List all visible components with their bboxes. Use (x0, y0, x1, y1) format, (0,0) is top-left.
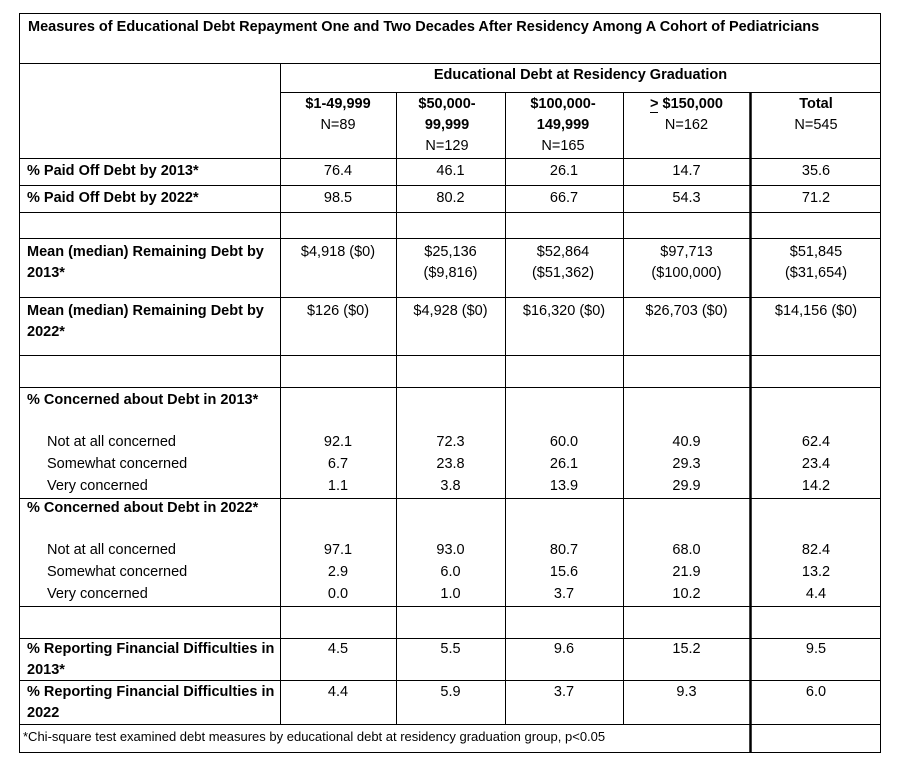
table-cell: 3.8 (440, 478, 461, 494)
table-cell: 29.9 (672, 478, 701, 494)
table-cell: 68.0 (672, 542, 701, 558)
table-footnote: *Chi-square test examined debt measures by educational debt at residency graduation group, p<0.05 (23, 729, 606, 744)
table-cell: 9.6 (553, 641, 575, 657)
table-cell: 72.3 (436, 434, 465, 450)
table-cell: 15.6 (549, 564, 579, 580)
table-cell: $14,156 ($0) (774, 303, 858, 319)
table-cell: 4.4 (327, 684, 349, 700)
table-cell: 80.2 (436, 190, 465, 206)
table-cell: 40.9 (672, 434, 701, 450)
table-cell: $97,713 ($100,000) (651, 244, 722, 281)
table-cell: 80.7 (549, 542, 579, 558)
row-label-concern-2013-not: Not at all concerned (47, 434, 176, 450)
table-cell: 1.0 (440, 586, 461, 602)
table-cell: 9.5 (805, 641, 827, 657)
table-cell: 6.0 (805, 684, 827, 700)
table-cell: $25,136 ($9,816) (423, 244, 478, 281)
table-cell: 0.0 (327, 586, 349, 602)
table-cell: 15.2 (672, 641, 701, 657)
row-label-concern-2013-very: Very concerned (47, 478, 148, 494)
table-cell: 10.2 (672, 586, 701, 602)
table-cell: 98.5 (323, 190, 353, 206)
table-cell: 23.8 (436, 456, 465, 472)
table-cell: 60.0 (549, 434, 579, 450)
column-header-2: $50,000-99,999 N=129 (418, 96, 476, 154)
row-label-financial-2022: % Reporting Financial Difficulties in 2022 (27, 684, 275, 721)
table-cell: 26.1 (549, 163, 579, 179)
table-cell: $4,918 ($0) (300, 244, 376, 260)
table-cell: 9.3 (676, 684, 697, 700)
table-cell: 92.1 (323, 434, 353, 450)
debt-repayment-table (19, 13, 881, 753)
table-cell: 6.0 (440, 564, 461, 580)
group-header: Educational Debt at Residency Graduation (433, 67, 728, 83)
row-label-concern-2022: % Concerned about Debt in 2022* (27, 500, 259, 516)
row-label-financial-2013: % Reporting Financial Difficulties in 2013* (27, 641, 275, 678)
row-label-concern-2022-not: Not at all concerned (47, 542, 176, 558)
table-cell: 6.7 (327, 456, 349, 472)
table-cell: 14.7 (672, 163, 701, 179)
column-header-4: > $150,000 N=162 (650, 96, 723, 133)
table-cell: 14.2 (801, 478, 831, 494)
table-cell: $26,703 ($0) (645, 303, 728, 319)
table-cell: $126 ($0) (306, 303, 370, 319)
table-cell: 3.7 (553, 586, 575, 602)
row-label-concern-2022-somewhat: Somewhat concerned (47, 564, 188, 580)
table-title: Measures of Educational Debt Repayment One and Two Decades After Residency Among A Cohort of Pediatricians (28, 19, 820, 35)
table-cell: $52,864 ($51,362) (531, 244, 595, 281)
table-cell: 29.3 (672, 456, 701, 472)
table-cell: $4,928 ($0) (413, 303, 488, 319)
row-label-remaining-2013: Mean (median) Remaining Debt by 2013* (27, 244, 264, 281)
table-cell: 66.7 (549, 190, 579, 206)
row-label-paid-2013: % Paid Off Debt by 2013* (27, 163, 199, 179)
table-cell: 5.5 (440, 641, 461, 657)
table-cell: 1.1 (327, 478, 349, 494)
row-label-concern-2022-very: Very concerned (47, 586, 148, 602)
table-cell: 46.1 (436, 163, 465, 179)
table-cell: 2.9 (327, 564, 349, 580)
table-cell: 54.3 (672, 190, 701, 206)
row-label-paid-2022: % Paid Off Debt by 2022* (27, 190, 199, 206)
table-cell: 3.7 (553, 684, 575, 700)
column-header-total: Total N=545 (794, 96, 838, 133)
table-cell: 82.4 (801, 542, 831, 558)
table-cell: 71.2 (801, 190, 831, 206)
table-cell: 21.9 (672, 564, 701, 580)
table-cell: 62.4 (801, 434, 831, 450)
table-cell: 93.0 (436, 542, 465, 558)
table-cell: 5.9 (440, 684, 461, 700)
table-cell: 4.4 (805, 586, 827, 602)
table-cell: 23.4 (801, 456, 831, 472)
table-cell: 26.1 (549, 456, 579, 472)
table-cell: 35.6 (801, 163, 831, 179)
table-cell: 97.1 (323, 542, 353, 558)
table-cell: $51,845 ($31,654) (784, 244, 848, 281)
table-cell: 13.2 (801, 564, 831, 580)
table-cell: 4.5 (327, 641, 349, 657)
row-label-concern-2013-somewhat: Somewhat concerned (47, 456, 188, 472)
row-label-concern-2013: % Concerned about Debt in 2013* (27, 392, 259, 408)
column-header-3: $100,000-149,999 N=165 (530, 96, 596, 154)
column-header-1: $1-49,999 N=89 (305, 96, 371, 133)
table-cell: 13.9 (549, 478, 579, 494)
row-label-remaining-2022: Mean (median) Remaining Debt by 2022* (27, 303, 264, 340)
table-cell: $16,320 ($0) (522, 303, 606, 319)
table-cell: 76.4 (323, 163, 353, 179)
greater-equal-symbol: > (650, 96, 659, 112)
